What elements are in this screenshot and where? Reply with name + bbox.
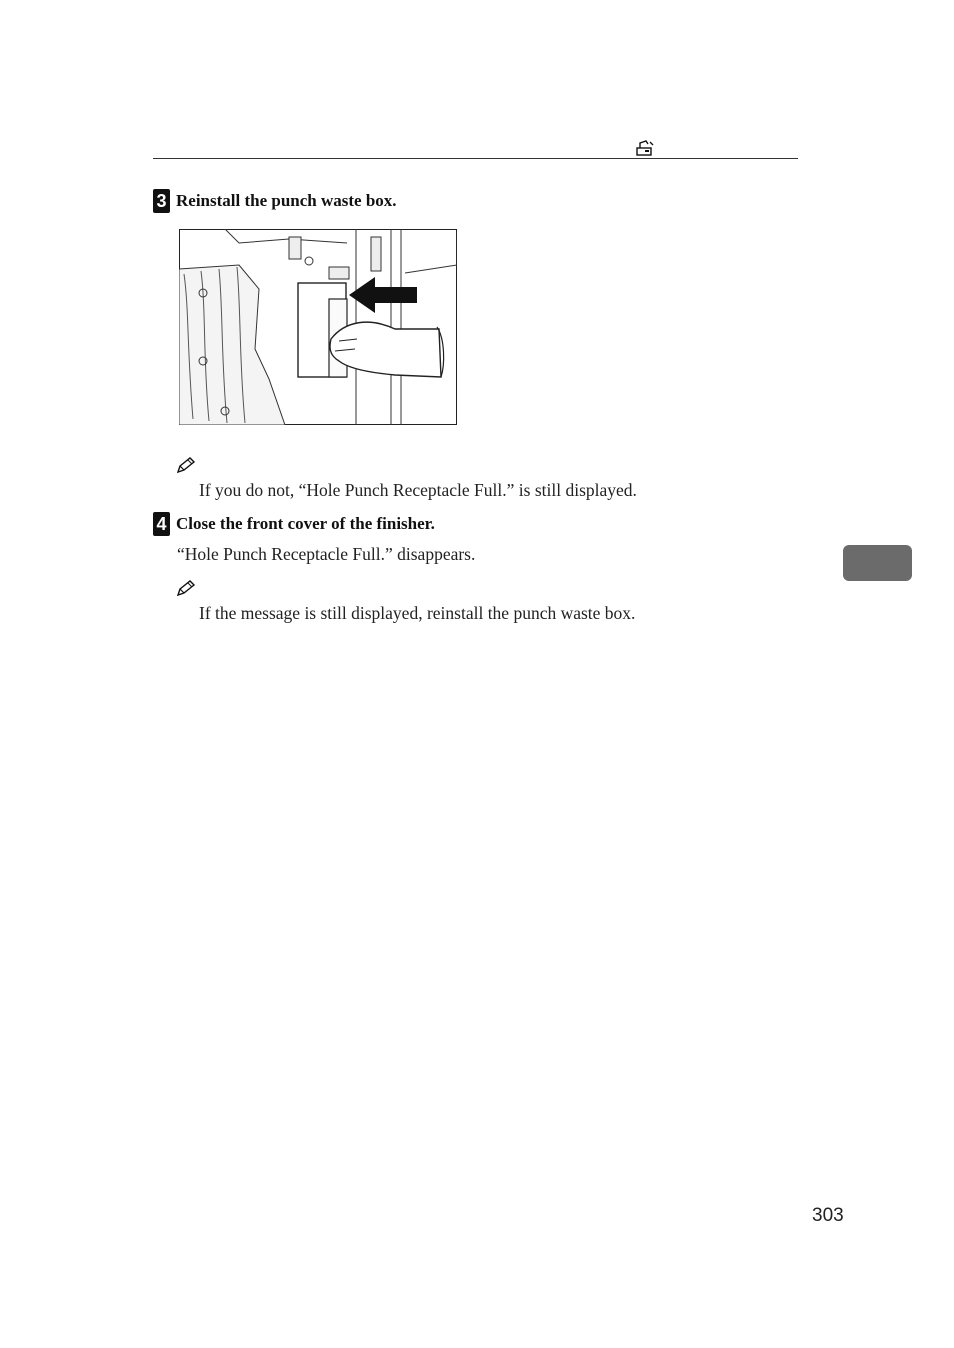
step-title: Close the front cover of the finisher. <box>176 514 435 533</box>
page-number: 303 <box>812 1205 844 1226</box>
chapter-side-tab <box>843 545 912 581</box>
step-3 <box>153 189 397 213</box>
pencil-note-icon <box>176 579 196 597</box>
header-rule <box>153 158 798 159</box>
note-text: If the message is still displayed, reinstall the punch waste box. <box>199 603 636 623</box>
note-text: If you do not, “Hole Punch Receptacle Full.” is still displayed. <box>199 480 637 500</box>
hand-inserting-punch-waste-box-illustration <box>179 229 457 425</box>
step-title: Reinstall the punch waste box. <box>176 191 397 210</box>
step-number: 3 <box>153 189 170 213</box>
step-result-text: “Hole Punch Receptacle Full.” disappears. <box>177 544 476 564</box>
fax-icon <box>636 140 654 156</box>
pencil-note-icon <box>176 456 196 474</box>
step-number: 4 <box>153 512 170 536</box>
step-4 <box>153 512 435 536</box>
